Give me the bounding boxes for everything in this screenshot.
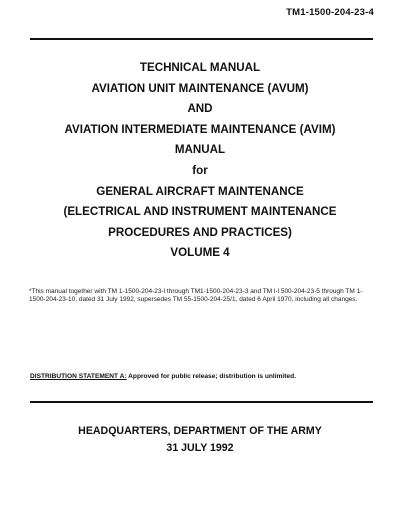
title-line-volume: VOLUME 4 bbox=[170, 246, 230, 260]
document-number: TM1-1500-204-23-4 bbox=[286, 7, 374, 18]
issuing-authority bbox=[20, 423, 380, 457]
supersession-note: *This manual together with TM 1-1500-204-23-l through TM1-1500-204-23-3 and TM l-l 500-204-23-5 through TM 1-1500-204-23-10, dated 31 July 1992, supersedes TM 55-1500-204-25/1, dated 6 April 1970, including all changes. bbox=[29, 288, 363, 304]
issuer-name: HEADQUARTERS, DEPARTMENT OF THE ARMY bbox=[78, 425, 322, 437]
title-line-technical-manual: TECHNICAL MANUAL bbox=[139, 61, 261, 74]
title-line-procedures: PROCEDURES AND PRACTICES) bbox=[108, 225, 292, 239]
title-line-electrical-instrument: (ELECTRICAL AND INSTRUMENT MAINTENANCE bbox=[63, 205, 337, 219]
bottom-divider bbox=[30, 401, 373, 403]
distribution-text: Approved for public release; distribution is unlimited. bbox=[126, 373, 296, 380]
title-line-general-aircraft: GENERAL AIRCRAFT MAINTENANCE bbox=[96, 184, 304, 198]
title-line-and: AND bbox=[187, 102, 213, 116]
distribution-statement bbox=[30, 373, 376, 380]
distribution-label: DISTRIBUTION STATEMENT A: bbox=[30, 373, 127, 380]
title-line-for: for bbox=[192, 163, 208, 177]
manual-title-block bbox=[20, 58, 380, 264]
issue-date: 31 JULY 1992 bbox=[166, 442, 234, 454]
top-divider bbox=[30, 38, 373, 40]
title-line-avum: AVIATION UNIT MAINTENANCE (AVUM) bbox=[91, 81, 309, 95]
title-line-manual: MANUAL bbox=[174, 143, 226, 157]
title-line-avim: AVIATION INTERMEDIATE MAINTENANCE (AVIM) bbox=[64, 122, 336, 136]
